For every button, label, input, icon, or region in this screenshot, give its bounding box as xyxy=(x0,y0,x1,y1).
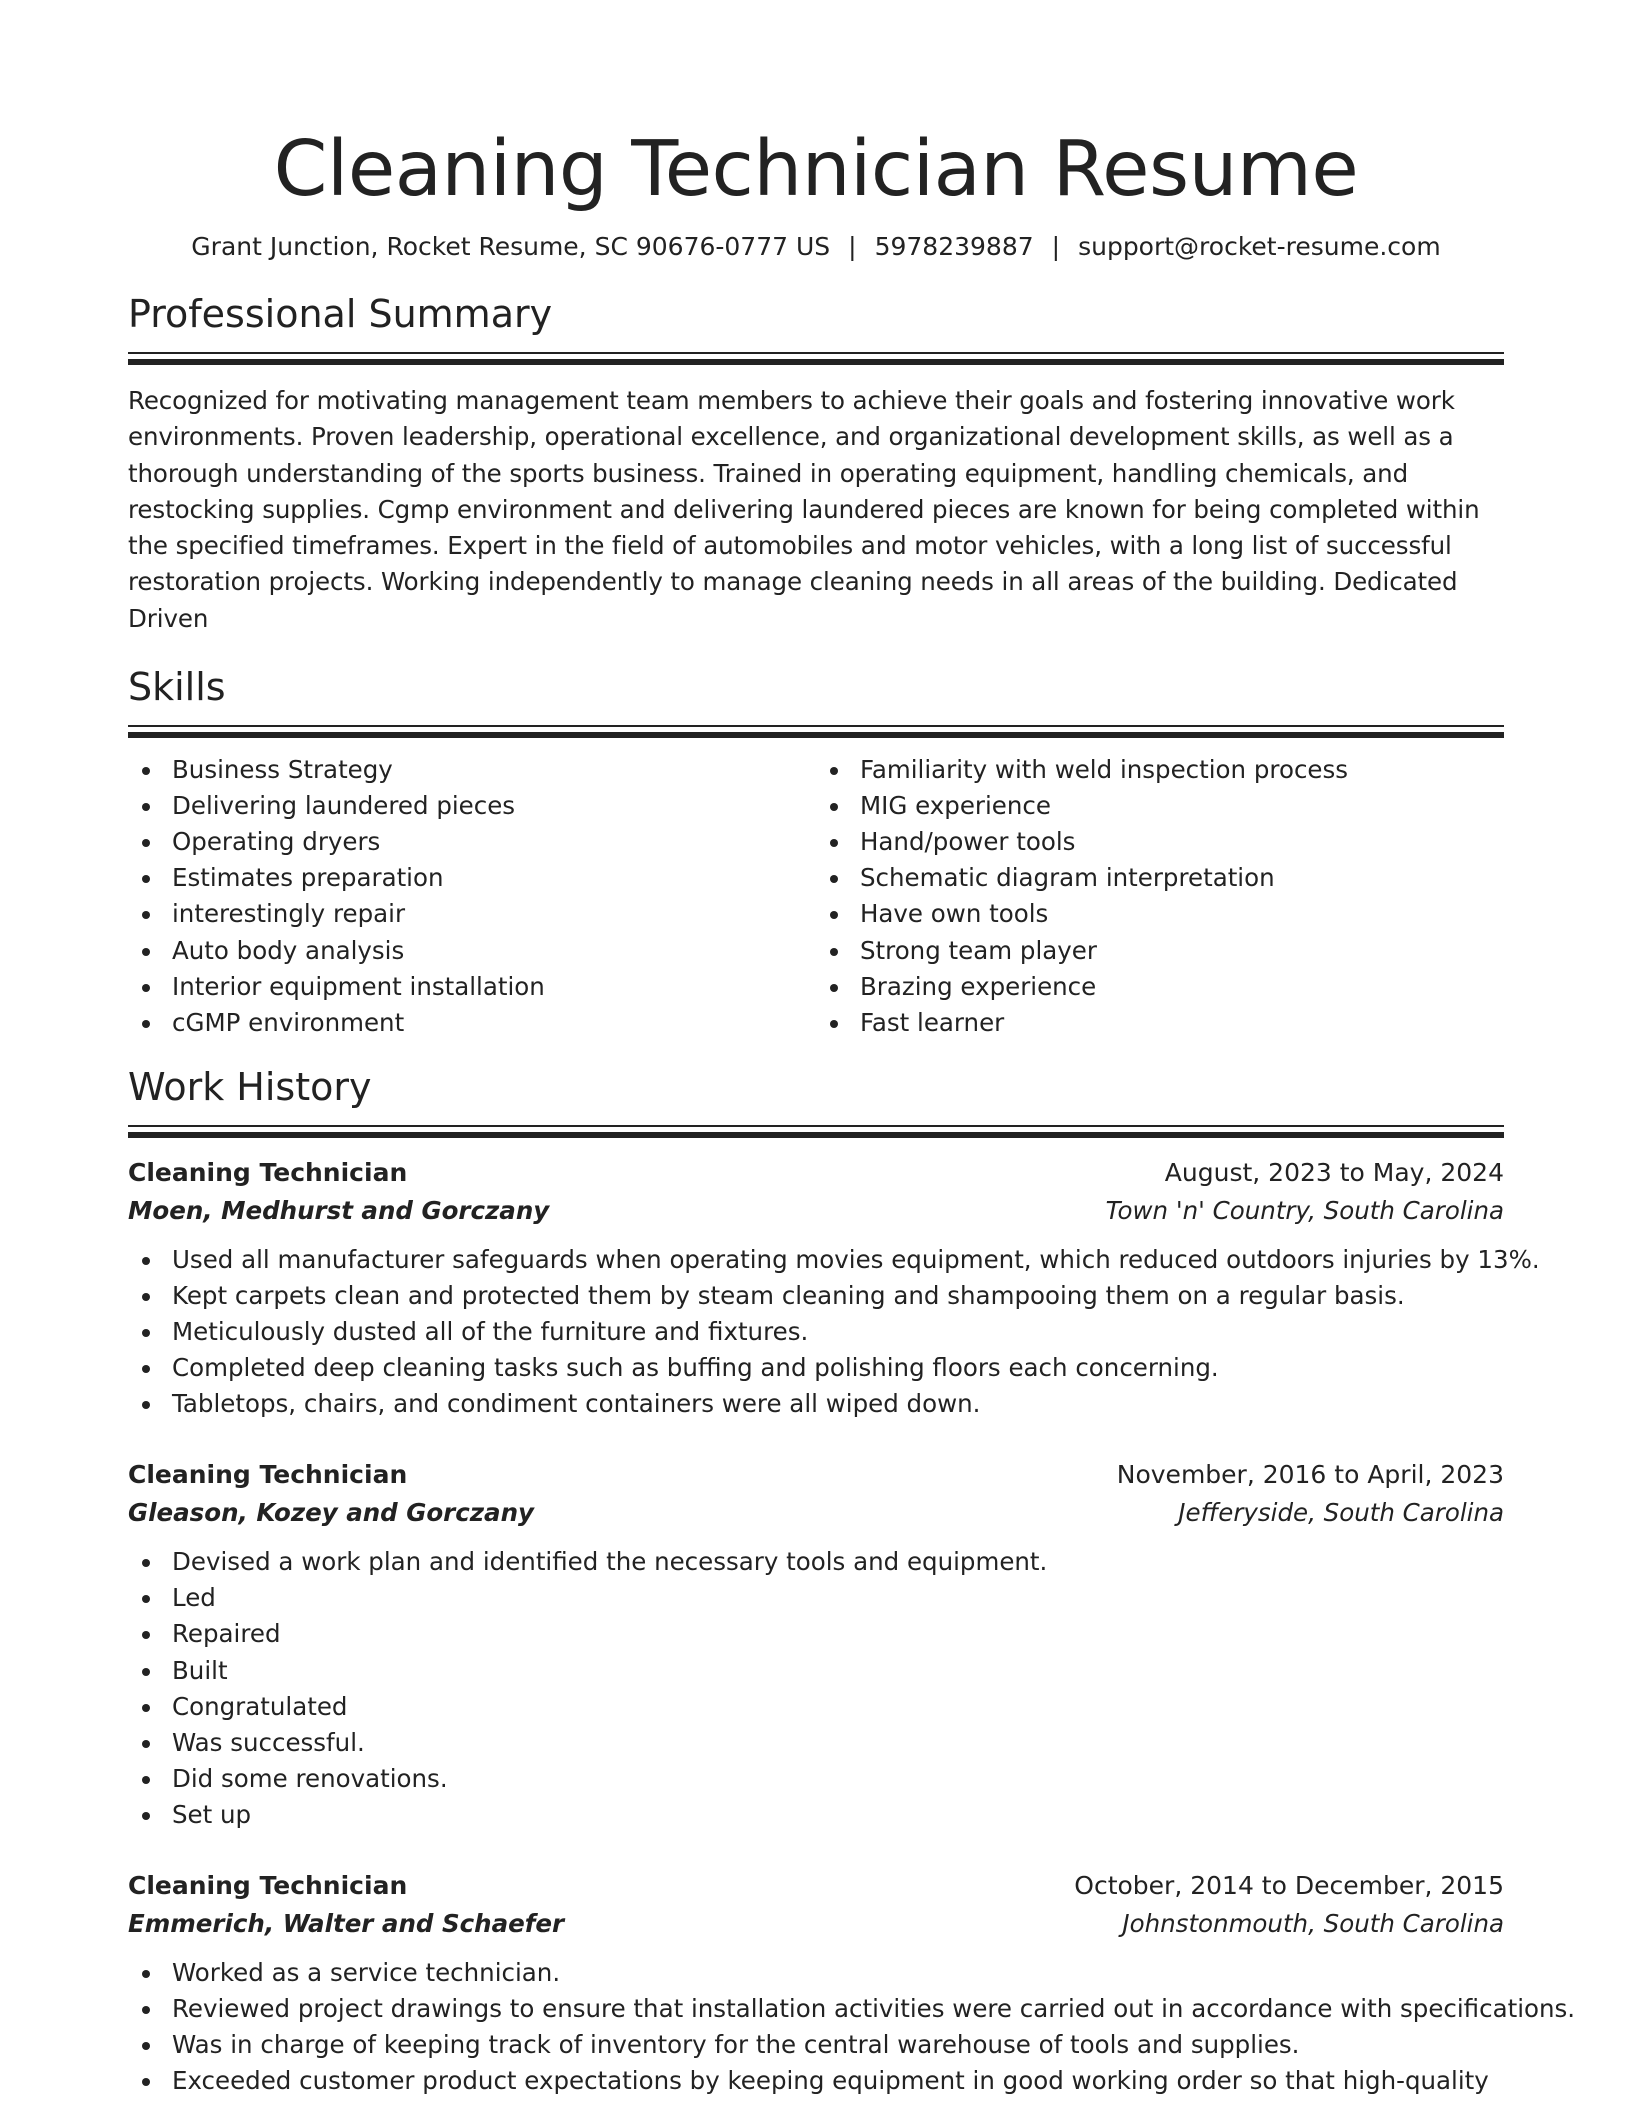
contact-separator: | xyxy=(1051,232,1061,261)
job-duty: Led xyxy=(172,1580,1504,1616)
job-company: Emmerich, Walter and Schaefer xyxy=(128,1909,565,1939)
job-dates: October, 2014 to December, 2015 xyxy=(1074,1871,1504,1901)
job-duty: Congratulated xyxy=(172,1689,1504,1725)
skill-item: Have own tools xyxy=(860,896,1504,932)
job-header-row xyxy=(128,1154,1504,1192)
contact-line xyxy=(128,230,1504,264)
job-subheader-row xyxy=(128,1192,1504,1230)
job-duty: Repaired xyxy=(172,1616,1504,1652)
job-duty: Reviewed project drawings to ensure that installation activities were carried out in accordance with specifications. xyxy=(172,1991,1504,2027)
job-header-row xyxy=(128,1867,1504,1905)
job-duty: Did some renovations. xyxy=(172,1761,1504,1797)
job-duty: Set up xyxy=(172,1797,1504,1833)
skill-item: Operating dryers xyxy=(172,824,816,860)
skill-item: Hand/power tools xyxy=(860,824,1504,860)
section-divider xyxy=(128,1125,1504,1138)
job-duty: Was successful. xyxy=(172,1725,1504,1761)
skills-grid xyxy=(128,752,1504,1041)
skill-item: interestingly repair xyxy=(172,896,816,932)
professional-summary-section xyxy=(128,290,1504,637)
job-duties-list xyxy=(128,1544,1504,1833)
skills-section xyxy=(128,663,1504,1041)
job-company: Gleason, Kozey and Gorczany xyxy=(128,1498,534,1528)
skill-item: Interior equipment installation xyxy=(172,969,816,1005)
page-title: Cleaning Technician Resume xyxy=(273,125,1359,214)
skill-item: MIG experience xyxy=(860,788,1504,824)
summary-text: Recognized for motivating management team members to achieve their goals and fostering innovative work environments. Proven leadership, operational excellence, and organizational development skills, as well as a thorough understanding of the sports business. Trained in operating equipment, handling chemicals, and restocking supplies. Cgmp environment and delivering laundered pieces are known for being completed within the specified timeframes. Expert in the field of automobiles and motor vehicles, with a long list of successful restoration projects. Working independently to manage cleaning needs in all areas of the building. Dedicated Driven xyxy=(128,386,1480,633)
job-location: Jefferyside, South Carolina xyxy=(1178,1498,1504,1528)
resume-page xyxy=(128,0,1576,2099)
section-heading-summary: Professional Summary xyxy=(128,292,553,336)
job-header-row xyxy=(128,1456,1504,1494)
job-subheader-row xyxy=(128,1494,1504,1532)
job-dates: November, 2016 to April, 2023 xyxy=(1116,1460,1504,1490)
contact-email[interactable]: support@rocket-resume.com xyxy=(1078,232,1441,261)
skill-item: Estimates preparation xyxy=(172,860,816,896)
skill-item: Delivering laundered pieces xyxy=(172,788,816,824)
job-company: Moen, Medhurst and Gorczany xyxy=(128,1195,550,1225)
job-dates: August, 2023 to May, 2024 xyxy=(1164,1157,1504,1187)
skill-item: Business Strategy xyxy=(172,752,816,788)
skills-list-right xyxy=(816,752,1504,1041)
job-duty: Worked as a service technician. xyxy=(172,1955,1504,1991)
job-entry xyxy=(128,1867,1576,2099)
job-duty: Used all manufacturer safeguards when operating movies equipment, which reduced outdoors injuries by 13%. xyxy=(172,1242,1504,1278)
contact-address: Grant Junction, Rocket Resume, SC 90676-0777 US xyxy=(191,232,831,261)
skill-item: Familiarity with weld inspection process xyxy=(860,752,1504,788)
contact-separator: | xyxy=(848,232,857,261)
job-title: Cleaning Technician xyxy=(128,1460,408,1490)
skill-item: cGMP environment xyxy=(172,1005,816,1041)
section-heading-work-history: Work History xyxy=(128,1064,372,1109)
job-duties-list xyxy=(128,1242,1540,1422)
job-entry xyxy=(128,1456,1504,1833)
skills-list-left xyxy=(128,752,816,1041)
job-title: Cleaning Technician xyxy=(128,1871,408,1901)
skill-item: Strong team player xyxy=(860,933,1504,969)
contact-phone: 5978239887 xyxy=(874,232,1034,261)
job-duty: Completed deep cleaning tasks such as buffing and polishing floors each concerning. xyxy=(172,1350,1504,1386)
section-divider xyxy=(128,725,1504,738)
work-history-section xyxy=(128,1063,1576,2100)
job-duty: Exceeded customer product expectations by keeping equipment in good working order so that high-quality xyxy=(172,2063,1504,2099)
skill-item: Auto body analysis xyxy=(172,933,816,969)
job-title: Cleaning Technician xyxy=(128,1157,408,1187)
job-duty: Tabletops, chairs, and condiment containers were all wiped down. xyxy=(172,1386,1504,1422)
job-duties-list xyxy=(128,1955,1576,2099)
job-duty: Built xyxy=(172,1653,1504,1689)
section-heading-skills: Skills xyxy=(128,665,226,710)
section-divider xyxy=(128,352,1504,365)
job-duty: Was in charge of keeping track of inventory for the central warehouse of tools and supplies. xyxy=(172,2027,1504,2063)
skill-item: Fast learner xyxy=(860,1005,1504,1041)
skill-item: Brazing experience xyxy=(860,969,1504,1005)
job-subheader-row xyxy=(128,1905,1504,1943)
job-location: Town 'n' Country, South Carolina xyxy=(1105,1195,1504,1225)
job-duty: Kept carpets clean and protected them by steam cleaning and shampooing them on a regular basis. xyxy=(172,1278,1504,1314)
job-duty: Meticulously dusted all of the furniture and fixtures. xyxy=(172,1314,1504,1350)
skill-item: Schematic diagram interpretation xyxy=(860,860,1504,896)
job-location: Johnstonmouth, South Carolina xyxy=(1122,1909,1504,1939)
job-duty: Devised a work plan and identified the necessary tools and equipment. xyxy=(172,1544,1504,1580)
job-entry xyxy=(128,1154,1540,1422)
